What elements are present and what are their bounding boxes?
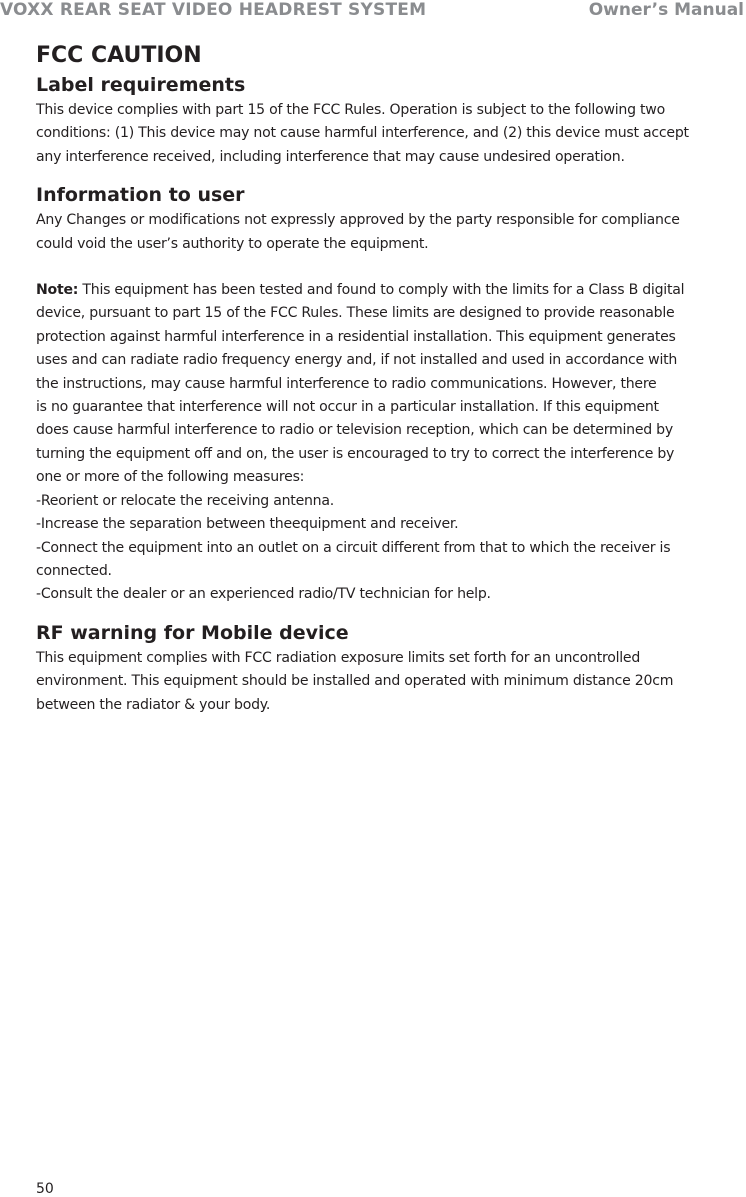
note-section	[36, 279, 718, 607]
spacer	[36, 607, 718, 620]
label-requirements-section	[36, 72, 718, 169]
text-line: This equipment complies with FCC radiation exposure limits set forth for an uncontrolled	[36, 649, 641, 666]
information-to-user-heading: Information to user	[36, 184, 245, 207]
text-line: is no guarantee that interference will not occur in a particular installation. If this equipment	[36, 399, 659, 416]
text-line: turning the equipment off and on, the user is encouraged to try to correct the interference by	[36, 445, 675, 462]
text-line: conditions: (1) This device may not cause harmful interference, and (2) this device must accept	[36, 125, 689, 142]
text-line: protection against harmful interference in a residential installation. This equipment generates	[36, 328, 676, 345]
running-header-manual: Owner’s Manual	[588, 0, 744, 20]
rf-warning-section	[36, 620, 718, 717]
label-requirements-heading: Label requirements	[36, 74, 246, 96]
spacer	[36, 169, 718, 182]
text-line: the instructions, may cause harmful interference to radio communications. However, there	[36, 375, 657, 392]
running-header-title: VOXX REAR SEAT VIDEO HEADREST SYSTEM	[0, 0, 427, 20]
note-label: Note:	[36, 282, 79, 299]
measure-item: -Increase the separation between theequipment and receiver.	[36, 516, 459, 533]
text-line: uses and can radiate radio frequency energy and, if not installed and used in accordance with	[36, 352, 678, 369]
page-title: FCC CAUTION	[36, 43, 202, 68]
text-line: device, pursuant to part 15 of the FCC Rules. These limits are designed to provide reasonable	[36, 305, 675, 322]
text-line: Any Changes or modifications not expressly approved by the party responsible for compliance	[36, 212, 680, 229]
measure-item-continued: connected.	[36, 562, 112, 579]
document-body	[36, 72, 718, 717]
text-line: could void the user’s authority to operate the equipment.	[36, 235, 429, 252]
page-number: 50	[36, 1181, 54, 1197]
note-first-line-text: This equipment has been tested and found to comply with the limits for a Class B digital	[78, 282, 685, 299]
text-line: does cause harmful interference to radio or television reception, which can be determined by	[36, 422, 673, 439]
text-line: This device complies with part 15 of the FCC Rules. Operation is subject to the following two	[36, 102, 665, 118]
measure-item: -Reorient or relocate the receiving antenna.	[36, 492, 334, 509]
rf-warning-heading: RF warning for Mobile device	[36, 621, 349, 644]
note-first-line	[36, 279, 718, 302]
text-line: any interference received, including interference that may cause undesired operation.	[36, 148, 625, 165]
text-line: one or more of the following measures:	[36, 469, 305, 486]
spacer	[36, 256, 718, 279]
text-line: environment. This equipment should be installed and operated with minimum distance 20cm	[36, 673, 674, 690]
measure-item: -Connect the equipment into an outlet on a circuit different from that to which the receiver is	[36, 539, 671, 556]
measure-item: -Consult the dealer or an experienced radio/TV technician for help.	[36, 586, 491, 603]
information-to-user-section	[36, 182, 718, 256]
text-line: between the radiator & your body.	[36, 696, 271, 713]
